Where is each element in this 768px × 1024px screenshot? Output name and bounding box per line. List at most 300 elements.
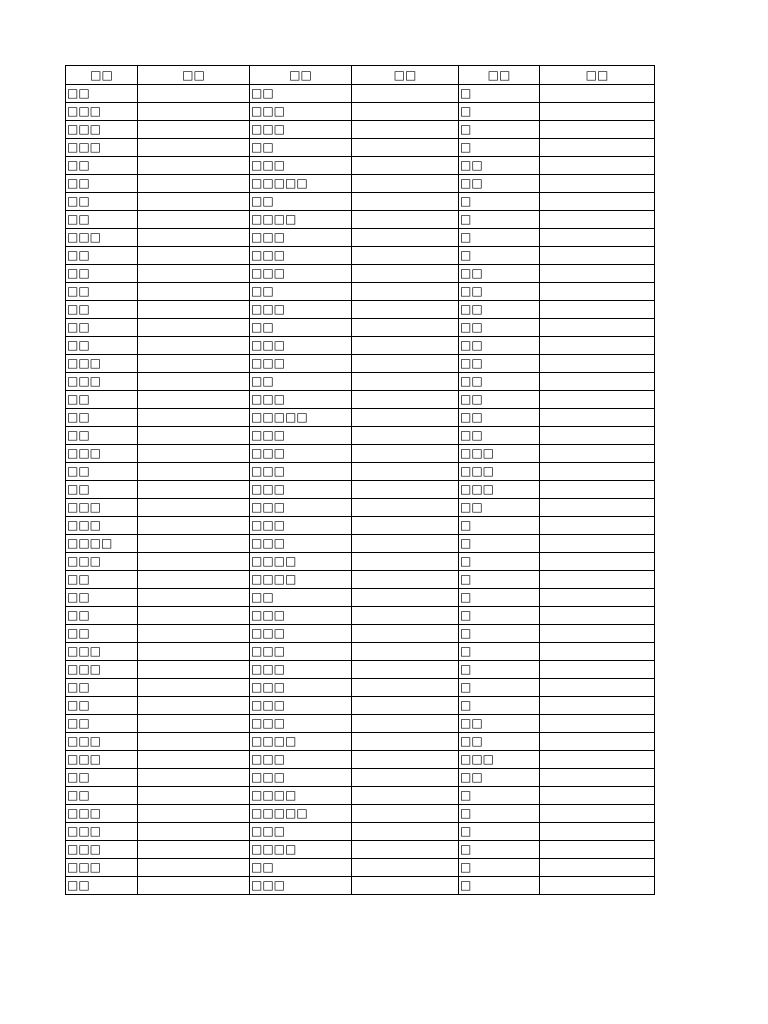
table-cell: □ — [459, 679, 540, 697]
table-cell — [540, 589, 655, 607]
table-cell — [352, 157, 459, 175]
table-cell: □ — [459, 85, 540, 103]
table-cell: □□□ — [250, 697, 352, 715]
table-cell: □□ — [459, 283, 540, 301]
header-cell: □□ — [250, 66, 352, 85]
table-cell: □□□ — [250, 769, 352, 787]
table-cell — [138, 445, 250, 463]
header-cell: □□ — [138, 66, 250, 85]
table-cell — [352, 841, 459, 859]
table-cell: □□ — [66, 283, 138, 301]
table-cell — [540, 769, 655, 787]
table-cell — [540, 409, 655, 427]
table-cell — [138, 841, 250, 859]
table-cell — [540, 535, 655, 553]
table-cell — [540, 553, 655, 571]
table-cell — [352, 247, 459, 265]
table-cell: □□□□□ — [250, 409, 352, 427]
table-cell: □□□ — [250, 751, 352, 769]
table-row — [66, 805, 655, 823]
table-cell: □□ — [459, 409, 540, 427]
table-cell — [352, 175, 459, 193]
table-cell — [540, 841, 655, 859]
table-cell — [540, 157, 655, 175]
table-cell: □□□ — [250, 445, 352, 463]
table-cell: □ — [459, 571, 540, 589]
table-cell: □ — [459, 517, 540, 535]
table-cell — [352, 517, 459, 535]
table-cell — [352, 103, 459, 121]
table-cell: □ — [459, 193, 540, 211]
table-cell: □ — [459, 229, 540, 247]
table-cell: □□□ — [250, 661, 352, 679]
table-cell — [138, 463, 250, 481]
table-cell: □□ — [66, 85, 138, 103]
table-cell — [540, 427, 655, 445]
table-cell: □□□ — [250, 679, 352, 697]
table-cell — [138, 157, 250, 175]
table-cell — [138, 643, 250, 661]
table-cell: □□□ — [250, 337, 352, 355]
table-cell: □□□ — [459, 445, 540, 463]
table-cell: □□□ — [250, 229, 352, 247]
table-cell — [540, 715, 655, 733]
table-cell — [352, 229, 459, 247]
table-cell: □ — [459, 535, 540, 553]
table-cell: □□ — [66, 787, 138, 805]
table-cell — [352, 679, 459, 697]
table-cell — [352, 193, 459, 211]
table-cell — [352, 319, 459, 337]
table-cell — [352, 553, 459, 571]
table-row — [66, 283, 655, 301]
table-row — [66, 121, 655, 139]
table-cell: □ — [459, 823, 540, 841]
table-cell: □□□ — [66, 661, 138, 679]
table-cell — [138, 805, 250, 823]
table-row — [66, 445, 655, 463]
table-cell — [540, 121, 655, 139]
table-cell — [352, 373, 459, 391]
table-cell — [138, 85, 250, 103]
table-cell — [540, 607, 655, 625]
table-cell: □□ — [66, 697, 138, 715]
table-cell: □□□ — [459, 481, 540, 499]
table-cell — [540, 175, 655, 193]
table-row — [66, 877, 655, 895]
table-cell: □ — [459, 805, 540, 823]
table-cell — [138, 679, 250, 697]
table-row — [66, 823, 655, 841]
table-cell — [352, 499, 459, 517]
table-row — [66, 337, 655, 355]
table-cell — [138, 535, 250, 553]
table-row — [66, 517, 655, 535]
table-cell: □□ — [66, 481, 138, 499]
table-cell: □ — [459, 607, 540, 625]
table-cell — [352, 607, 459, 625]
table-cell — [138, 301, 250, 319]
table-cell: □□ — [66, 337, 138, 355]
table-cell: □□□ — [250, 823, 352, 841]
table-cell: □□□ — [250, 715, 352, 733]
table-row — [66, 139, 655, 157]
table-row — [66, 409, 655, 427]
table-cell: □□□ — [66, 103, 138, 121]
table-cell: □□ — [250, 193, 352, 211]
table-cell: □□□ — [459, 463, 540, 481]
table-cell: □□□ — [66, 229, 138, 247]
table-row — [66, 535, 655, 553]
table-cell: □□ — [66, 409, 138, 427]
header-cell: □□ — [352, 66, 459, 85]
table-cell: □□□□ — [250, 571, 352, 589]
table-cell: □□ — [66, 679, 138, 697]
table-cell — [138, 319, 250, 337]
table-row — [66, 841, 655, 859]
table-cell: □ — [459, 625, 540, 643]
table-cell: □ — [459, 121, 540, 139]
table-cell — [352, 481, 459, 499]
table-cell — [138, 247, 250, 265]
table-cell: □□ — [66, 769, 138, 787]
table-body — [66, 85, 655, 895]
table-row — [66, 373, 655, 391]
table-cell: □□ — [459, 175, 540, 193]
table-cell: □□□□□ — [250, 175, 352, 193]
table-row — [66, 211, 655, 229]
table-row — [66, 859, 655, 877]
table-cell: □□ — [459, 157, 540, 175]
table-cell: □□ — [66, 175, 138, 193]
table-cell: □□ — [459, 715, 540, 733]
header-cell: □□ — [540, 66, 655, 85]
table-cell — [540, 733, 655, 751]
table-row — [66, 427, 655, 445]
table-cell: □□ — [250, 589, 352, 607]
table-row — [66, 391, 655, 409]
table-cell — [352, 715, 459, 733]
table-cell — [540, 193, 655, 211]
table-cell — [352, 877, 459, 895]
table-cell: □□□□ — [250, 553, 352, 571]
table-row — [66, 553, 655, 571]
table-cell — [540, 373, 655, 391]
table-row — [66, 175, 655, 193]
table-cell: □□□ — [250, 427, 352, 445]
table-cell: □□ — [250, 859, 352, 877]
table-cell: □□ — [250, 283, 352, 301]
table-cell: □ — [459, 139, 540, 157]
table-cell — [540, 463, 655, 481]
table-cell — [540, 211, 655, 229]
table-cell — [352, 391, 459, 409]
table-cell: □□ — [66, 265, 138, 283]
table-cell: □□□ — [66, 823, 138, 841]
table-row — [66, 769, 655, 787]
table-cell: □□ — [66, 607, 138, 625]
table-cell: □□□□ — [250, 841, 352, 859]
table-cell: □□□ — [250, 535, 352, 553]
table-cell — [352, 625, 459, 643]
table-row — [66, 787, 655, 805]
table-cell: □□□ — [250, 157, 352, 175]
table-cell — [138, 103, 250, 121]
table-row — [66, 499, 655, 517]
table-cell: □□□ — [66, 517, 138, 535]
table-cell — [540, 139, 655, 157]
table-cell — [540, 787, 655, 805]
table-cell — [540, 571, 655, 589]
table-cell — [138, 517, 250, 535]
table-cell: □□□ — [250, 247, 352, 265]
table-row — [66, 715, 655, 733]
table-cell — [352, 121, 459, 139]
table-cell: □□ — [459, 355, 540, 373]
table-cell: □□□ — [250, 607, 352, 625]
table-row — [66, 607, 655, 625]
table-cell: □□ — [66, 247, 138, 265]
table-cell: □□ — [250, 319, 352, 337]
table-cell — [352, 211, 459, 229]
table-cell: □ — [459, 247, 540, 265]
table-row — [66, 661, 655, 679]
table-cell — [352, 535, 459, 553]
table-cell: □□□ — [459, 751, 540, 769]
table-cell — [138, 823, 250, 841]
table-row — [66, 355, 655, 373]
table-cell — [540, 625, 655, 643]
table-cell: □□□ — [250, 103, 352, 121]
table-cell — [138, 373, 250, 391]
header-cell: □□ — [459, 66, 540, 85]
table-cell: □□ — [459, 301, 540, 319]
table-cell: □□□ — [250, 517, 352, 535]
table-cell: □□ — [250, 139, 352, 157]
table-cell: □ — [459, 859, 540, 877]
table-cell: □□ — [66, 877, 138, 895]
table-cell: □□□ — [66, 139, 138, 157]
table-cell — [540, 229, 655, 247]
table-cell — [540, 355, 655, 373]
table-cell — [540, 517, 655, 535]
table-cell: □□□ — [66, 733, 138, 751]
table-cell — [138, 355, 250, 373]
table-cell: □□□ — [250, 121, 352, 139]
table-cell — [138, 877, 250, 895]
table-cell: □□□□ — [250, 211, 352, 229]
table-row — [66, 193, 655, 211]
table-cell: □ — [459, 877, 540, 895]
table-cell: □□ — [250, 373, 352, 391]
table-cell — [138, 121, 250, 139]
table-cell — [540, 247, 655, 265]
table-cell: □□ — [459, 769, 540, 787]
table-cell: □□ — [66, 625, 138, 643]
table-cell: □ — [459, 589, 540, 607]
table-cell: □□□ — [250, 391, 352, 409]
table-cell: □□ — [66, 571, 138, 589]
table-cell: □□ — [459, 265, 540, 283]
table-cell — [138, 607, 250, 625]
table-cell — [540, 661, 655, 679]
table-cell — [540, 805, 655, 823]
table-cell: □□□ — [66, 445, 138, 463]
table-cell: □□ — [66, 301, 138, 319]
table-cell — [352, 643, 459, 661]
table-cell — [138, 427, 250, 445]
table-cell: □□□ — [250, 481, 352, 499]
table-cell: □□□ — [66, 643, 138, 661]
table-cell: □□ — [66, 193, 138, 211]
table-cell: □ — [459, 787, 540, 805]
table-cell — [540, 301, 655, 319]
table-cell — [138, 409, 250, 427]
table-cell — [540, 877, 655, 895]
table-cell: □□ — [66, 715, 138, 733]
table-cell — [540, 697, 655, 715]
table-cell — [352, 661, 459, 679]
table-row — [66, 463, 655, 481]
table-cell: □□ — [250, 85, 352, 103]
table-cell: □□□ — [250, 499, 352, 517]
table-cell — [352, 265, 459, 283]
table-cell: □□ — [459, 337, 540, 355]
table-cell — [540, 337, 655, 355]
table-cell: □□□ — [250, 463, 352, 481]
table-cell: □□□ — [66, 751, 138, 769]
table-row — [66, 733, 655, 751]
table-cell — [352, 463, 459, 481]
table-cell: □ — [459, 211, 540, 229]
table-cell — [540, 481, 655, 499]
table-cell: □□□□ — [250, 787, 352, 805]
table-cell — [540, 283, 655, 301]
table-cell: □ — [459, 103, 540, 121]
table-cell — [352, 445, 459, 463]
table-row — [66, 751, 655, 769]
table-cell — [540, 445, 655, 463]
table-header — [66, 66, 655, 85]
table-cell — [540, 319, 655, 337]
table-cell — [138, 625, 250, 643]
table-cell — [138, 211, 250, 229]
table-cell: □□□ — [250, 625, 352, 643]
table-cell — [352, 283, 459, 301]
table-cell — [352, 589, 459, 607]
table-cell: □□□□ — [66, 535, 138, 553]
table-cell — [352, 805, 459, 823]
table-cell: □ — [459, 553, 540, 571]
table-cell — [138, 769, 250, 787]
table-row — [66, 301, 655, 319]
table-cell: □□ — [66, 427, 138, 445]
table-cell: □□□ — [66, 805, 138, 823]
table-cell — [352, 409, 459, 427]
table-cell: □□□ — [66, 841, 138, 859]
table-cell — [540, 751, 655, 769]
table-row — [66, 85, 655, 103]
table-cell: □□□ — [66, 859, 138, 877]
table-cell — [540, 265, 655, 283]
table-cell: □□□ — [250, 265, 352, 283]
table-row — [66, 643, 655, 661]
table-row — [66, 481, 655, 499]
table-cell — [352, 823, 459, 841]
table-row — [66, 319, 655, 337]
table-cell — [540, 643, 655, 661]
table-cell: □□ — [66, 319, 138, 337]
table-cell — [352, 571, 459, 589]
table-cell — [540, 85, 655, 103]
table-cell: □□□□ — [250, 733, 352, 751]
table-cell — [138, 481, 250, 499]
table-cell — [138, 571, 250, 589]
table-cell — [352, 85, 459, 103]
table-row — [66, 157, 655, 175]
table-cell: □□□ — [250, 877, 352, 895]
table-cell — [540, 859, 655, 877]
table-cell: □□□ — [66, 121, 138, 139]
table-cell — [138, 733, 250, 751]
table-cell: □□ — [459, 319, 540, 337]
table-cell — [540, 391, 655, 409]
table-cell: □□ — [66, 157, 138, 175]
table-cell — [138, 715, 250, 733]
table-cell — [352, 139, 459, 157]
table-cell — [352, 733, 459, 751]
table-cell: □ — [459, 697, 540, 715]
table-cell — [540, 679, 655, 697]
table-cell: □ — [459, 841, 540, 859]
table-row — [66, 697, 655, 715]
table-cell — [352, 427, 459, 445]
table-row — [66, 229, 655, 247]
table-cell — [138, 859, 250, 877]
table-cell: □□ — [66, 589, 138, 607]
table-cell — [352, 751, 459, 769]
table-row — [66, 247, 655, 265]
table-cell: □□ — [459, 499, 540, 517]
table-row — [66, 571, 655, 589]
table-cell — [352, 859, 459, 877]
table-cell — [352, 301, 459, 319]
table-cell: □□ — [66, 391, 138, 409]
table-cell: □□ — [459, 427, 540, 445]
table-cell — [352, 337, 459, 355]
table-cell: □□□ — [250, 355, 352, 373]
table-cell — [138, 697, 250, 715]
table-cell — [138, 391, 250, 409]
table-cell — [352, 787, 459, 805]
table-cell — [138, 229, 250, 247]
table-cell: □□ — [459, 733, 540, 751]
spreadsheet-table — [65, 65, 655, 895]
table-cell — [138, 751, 250, 769]
table-cell — [540, 823, 655, 841]
table-cell — [138, 139, 250, 157]
table-cell: □□□ — [250, 301, 352, 319]
table-cell — [138, 337, 250, 355]
header-cell: □□ — [66, 66, 138, 85]
table-cell — [138, 283, 250, 301]
table-cell: □□□ — [250, 643, 352, 661]
table-cell: □□ — [66, 463, 138, 481]
table-cell: □ — [459, 661, 540, 679]
table-cell — [138, 265, 250, 283]
table-cell: □□ — [459, 391, 540, 409]
table-cell — [138, 175, 250, 193]
